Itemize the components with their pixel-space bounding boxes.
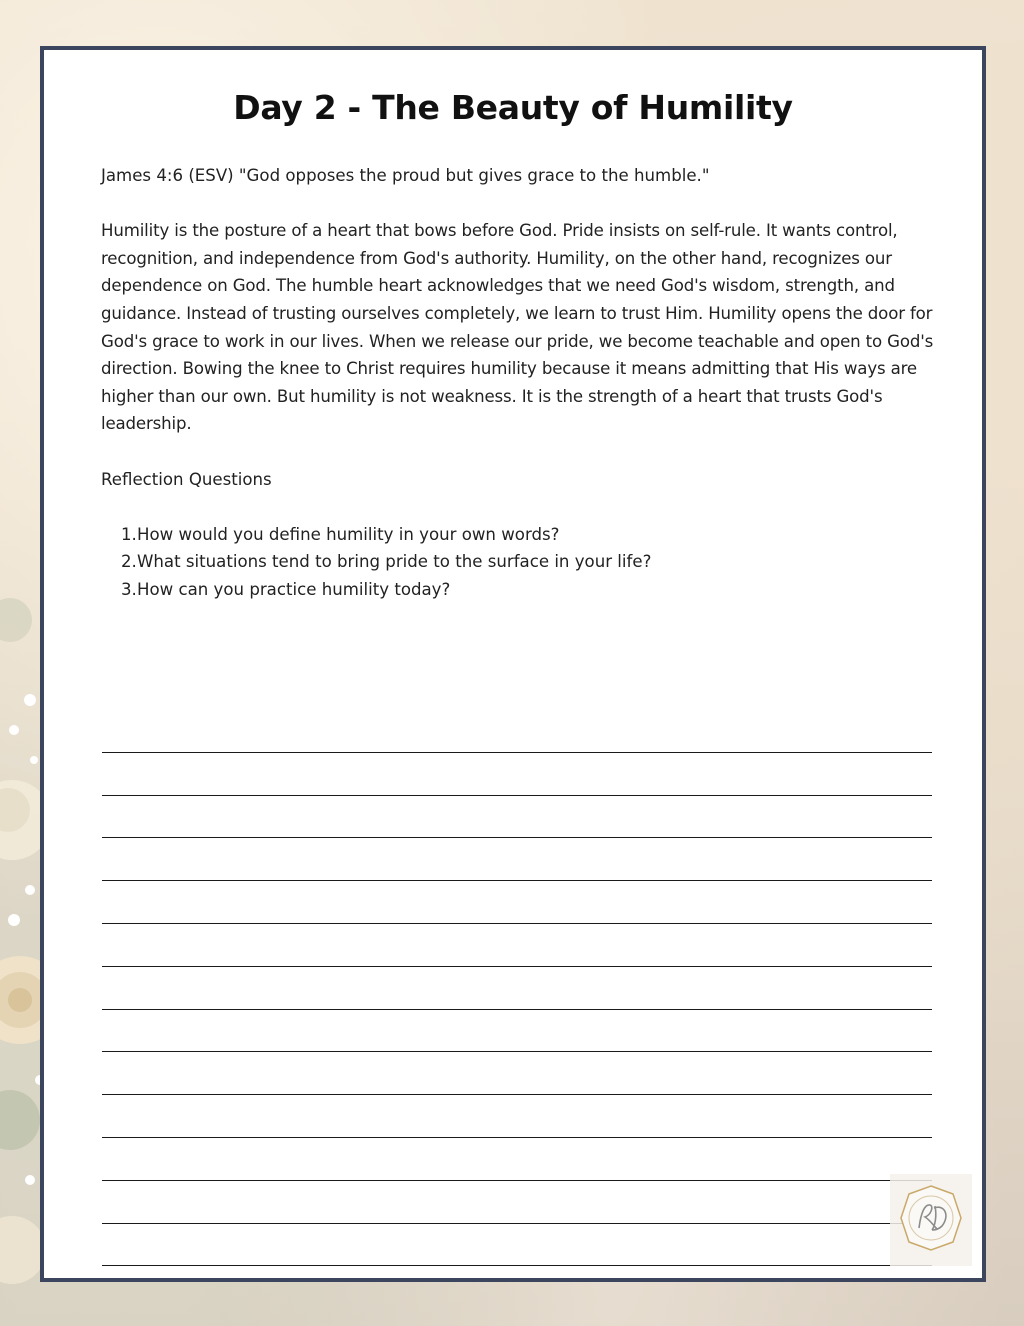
writing-line [102,881,932,924]
writing-line [102,967,932,1010]
question-item [121,521,941,549]
writing-line [102,710,932,753]
brand-logo [890,1174,972,1266]
writing-line [102,796,932,839]
question-number: 1. [121,524,137,544]
writing-line [102,1052,932,1095]
writing-line [102,1095,932,1138]
question-number: 2. [121,552,137,572]
writing-line [102,1010,932,1053]
devotional-text: Humility is the posture of a heart that bows before God. Pride insists on self-rule. It wants control, recognition, and independence from God's authority. Humility, on the other hand, recognizes our dependence on God. The humble heart acknowledges that we need God's wisdom, strength, and guidance. Instead of trusting ourselves completely, we learn to trust Him. Humility opens the door for God's grace to work in our lives. When we release our pride, we become teachable and open to God's direction. Bowing the knee to Christ requires humility because it means admitting that His ways are higher than our own. But humility is not weakness. It is the strength of a heart that trusts God's leadership. [101,221,934,434]
reflection-heading: Reflection Questions [101,469,272,489]
writing-lines [102,710,932,1266]
worksheet-content [101,162,941,604]
writing-line [102,838,932,881]
monogram-logo-icon [890,1174,972,1266]
question-text: How would you define humility in your own words? [137,524,560,544]
writing-line [102,1138,932,1181]
question-item [121,548,941,576]
question-text: What situations tend to bring pride to the surface in your life? [137,552,652,572]
scripture-verse: James 4:6 (ESV) "God opposes the proud but gives grace to the humble." [101,166,710,185]
writing-line [102,1224,932,1267]
question-item [121,576,941,604]
writing-line [102,753,932,796]
writing-line [102,1181,932,1224]
question-text: How can you practice humility today? [137,579,451,599]
page-title: Day 2 - The Beauty of Humility [233,88,793,127]
writing-line [102,924,932,967]
worksheet-card [40,46,986,1282]
reflection-questions-list [101,521,941,604]
question-number: 3. [121,579,137,599]
